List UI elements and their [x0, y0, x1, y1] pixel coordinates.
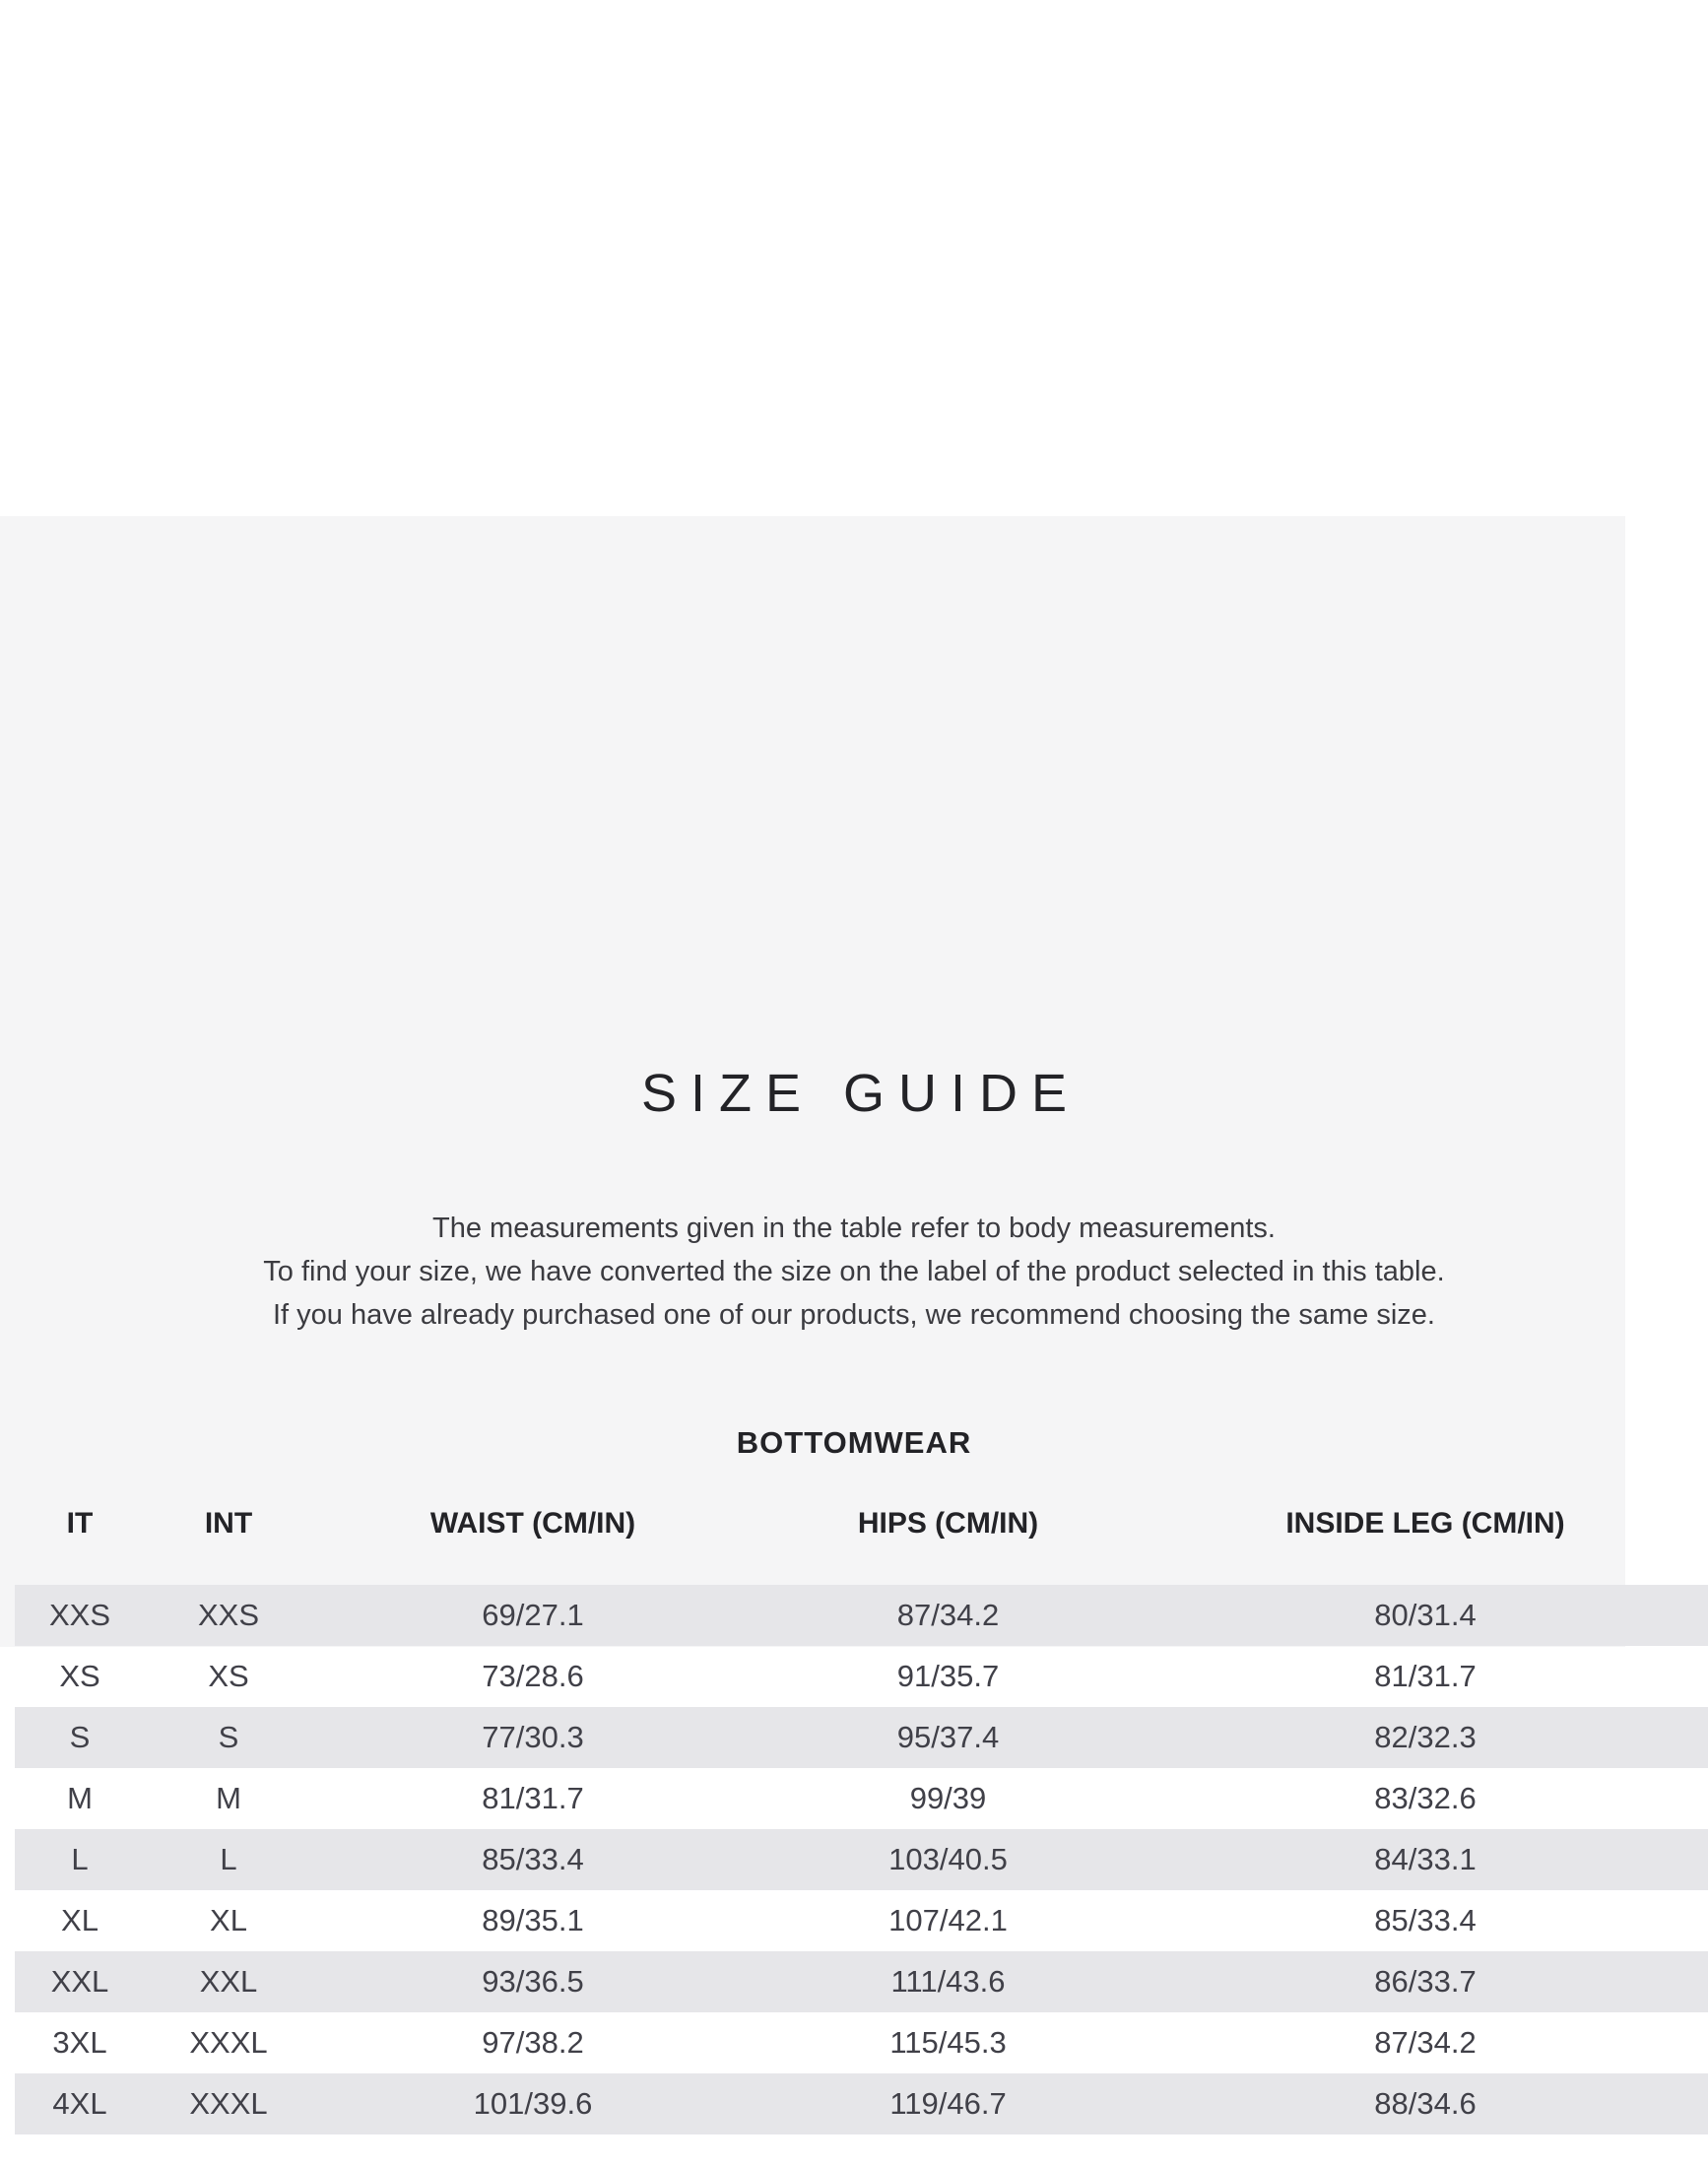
size-guide-panel: [0, 516, 1625, 2121]
table-cell: XXS: [197, 1598, 260, 1632]
table-cell: 115/45.3: [889, 2025, 1007, 2060]
table-cell: 81/31.7: [1374, 1659, 1477, 1693]
intro-line-3: If you have already purchased one of our products, we recommend choosing the same size.: [273, 1299, 1435, 1331]
table-cell: 85/33.4: [482, 1842, 584, 1876]
table-row-xxs: [15, 1585, 1708, 1646]
table-cell: 95/37.4: [896, 1720, 1000, 1754]
table-cell: 84/33.1: [1374, 1842, 1477, 1876]
table-cell: XXXL: [189, 2025, 268, 2060]
table-cell: 86/33.7: [1374, 1964, 1477, 1999]
intro-line-1: The measurements given in the table refer to body measurements.: [432, 1213, 1276, 1244]
size-table: [15, 1494, 1708, 2134]
table-cell: 3XL: [52, 2025, 107, 2060]
column-header-it: IT: [66, 1507, 94, 1540]
table-cell: XS: [208, 1659, 249, 1693]
table-cell: 91/35.7: [896, 1659, 1000, 1693]
column-header-inside-leg: INSIDE LEG (CM/IN): [1285, 1507, 1565, 1540]
table-cell: XXS: [48, 1598, 111, 1632]
table-cell: XL: [61, 1903, 99, 1937]
table-cell: 82/32.3: [1374, 1720, 1477, 1754]
section-heading-bottomwear: BOTTOMWEAR: [736, 1425, 972, 1460]
size-table-body: [15, 1585, 1708, 2134]
table-cell: 101/39.6: [473, 2086, 593, 2121]
table-cell: 83/32.6: [1374, 1781, 1477, 1815]
table-row-3xl: [15, 2012, 1708, 2073]
table-cell: L: [220, 1842, 237, 1876]
intro-text: [0, 1207, 1708, 1337]
table-row-s: [15, 1707, 1708, 1768]
page-title: SIZE GUIDE: [640, 1064, 1082, 1123]
table-row-xs: [15, 1646, 1708, 1707]
table-cell: XXXL: [189, 2086, 268, 2121]
column-header-int: INT: [204, 1507, 253, 1540]
table-cell: L: [71, 1842, 89, 1876]
table-cell: 85/33.4: [1374, 1903, 1477, 1937]
column-header-hips: HIPS (CM/IN): [857, 1507, 1039, 1540]
table-cell: XXL: [50, 1964, 109, 1999]
table-cell: 99/39: [909, 1781, 987, 1815]
table-cell: 103/40.5: [888, 1842, 1008, 1876]
table-cell: 97/38.2: [482, 2025, 584, 2060]
table-row-xxl: [15, 1951, 1708, 2012]
table-cell: 111/43.6: [890, 1964, 1006, 1999]
size-table-header: [15, 1494, 1708, 1585]
table-cell: 87/34.2: [1374, 2025, 1477, 2060]
table-row-l: [15, 1829, 1708, 1890]
table-cell: XS: [59, 1659, 100, 1693]
table-cell: 107/42.1: [888, 1903, 1008, 1937]
table-cell: M: [67, 1781, 93, 1815]
table-cell: S: [218, 1720, 239, 1754]
table-cell: M: [216, 1781, 241, 1815]
table-cell: 93/36.5: [482, 1964, 584, 1999]
table-cell: S: [69, 1720, 91, 1754]
table-row-xl: [15, 1890, 1708, 1951]
table-cell: 80/31.4: [1374, 1598, 1477, 1632]
table-cell: XL: [210, 1903, 247, 1937]
header-row: [15, 1494, 1708, 1585]
table-row-4xl: [15, 2073, 1708, 2134]
table-cell: 77/30.3: [482, 1720, 584, 1754]
table-cell: 81/31.7: [482, 1781, 584, 1815]
table-cell: 73/28.6: [482, 1659, 584, 1693]
table-cell: XXL: [199, 1964, 258, 1999]
table-cell: 88/34.6: [1374, 2086, 1477, 2121]
table-cell: 87/34.2: [896, 1598, 1000, 1632]
intro-line-2: To find your size, we have converted the size on the label of the product selected in this table.: [263, 1256, 1445, 1287]
table-row-m: [15, 1768, 1708, 1829]
table-cell: 4XL: [52, 2086, 107, 2121]
table-cell: 119/46.7: [889, 2086, 1007, 2121]
table-cell: 69/27.1: [482, 1598, 584, 1632]
column-header-waist: WAIST (CM/IN): [429, 1507, 636, 1540]
table-cell: 89/35.1: [482, 1903, 584, 1937]
content-sheet: [0, 516, 1708, 2121]
